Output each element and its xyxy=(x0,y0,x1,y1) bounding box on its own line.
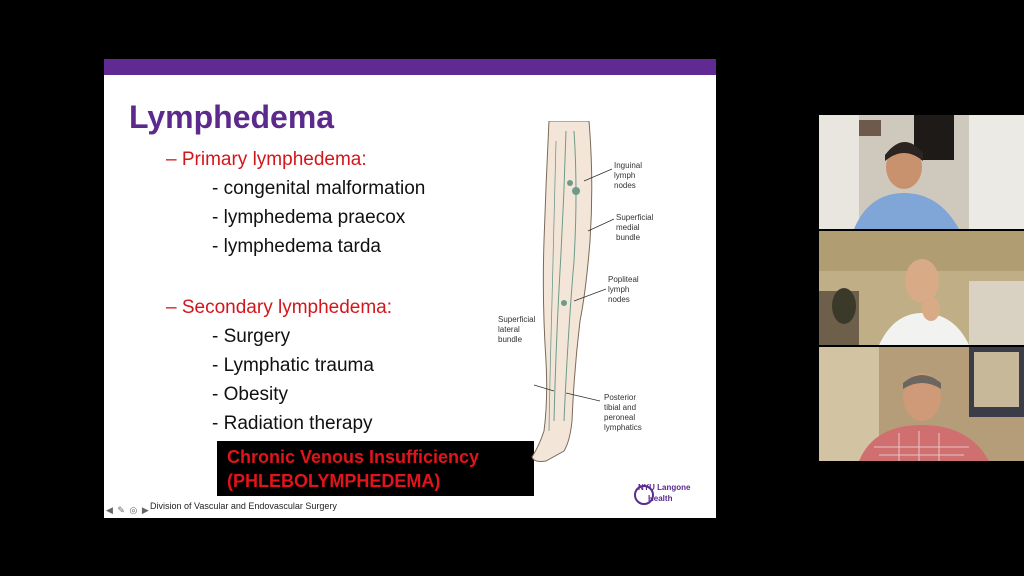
leg-lymphatics-figure xyxy=(494,121,674,471)
label-superficial-medial: Superficial medial bundle xyxy=(616,213,654,242)
callout-line-2: (PHLEBOLYMPHEDEMA) xyxy=(227,471,441,491)
label-superficial-lateral: Superficial lateral bundle xyxy=(498,315,536,344)
nyu-langone-logo xyxy=(634,483,694,509)
secondary-heading: – Secondary lymphedema: xyxy=(166,297,393,318)
label-posterior: Posterior tibial and peroneal lymphatics xyxy=(604,393,642,432)
participant-2-image xyxy=(819,231,1024,345)
secondary-item: - Radiation therapy xyxy=(212,413,373,434)
primary-heading: – Primary lymphedema: xyxy=(166,149,367,170)
logo-line-1: NYU Langone xyxy=(638,483,691,492)
slide-header-bar xyxy=(104,59,716,75)
callout-line-1: Chronic Venous Insufficiency xyxy=(227,447,480,467)
leg-drawing xyxy=(494,121,674,471)
primary-item: - congenital malformation xyxy=(212,178,426,199)
logo-line-2: Health xyxy=(648,494,673,503)
participant-video-2[interactable] xyxy=(819,231,1024,345)
label-popliteal: Popliteal lymph nodes xyxy=(608,275,639,304)
participant-video-1[interactable] xyxy=(819,115,1024,229)
slide-footer: Division of Vascular and Endovascular Surgery xyxy=(150,501,337,511)
slide-nav-controls[interactable]: ◀ ✎ ◎ ▶ xyxy=(106,505,150,515)
secondary-item: - Lymphatic trauma xyxy=(212,355,374,376)
slide-title: Lymphedema xyxy=(129,99,335,135)
participant-1-image xyxy=(819,115,1024,229)
primary-item: - lymphedema tarda xyxy=(212,236,381,257)
callout-box xyxy=(217,441,534,496)
secondary-item: - Surgery xyxy=(212,326,291,347)
participant-3-image xyxy=(819,347,1024,461)
primary-item: - lymphedema praecox xyxy=(212,207,406,228)
label-inguinal: Inguinal lymph nodes xyxy=(614,161,643,190)
participant-video-3[interactable] xyxy=(819,347,1024,461)
secondary-item: - Obesity xyxy=(212,384,289,405)
presentation-slide xyxy=(104,59,716,518)
